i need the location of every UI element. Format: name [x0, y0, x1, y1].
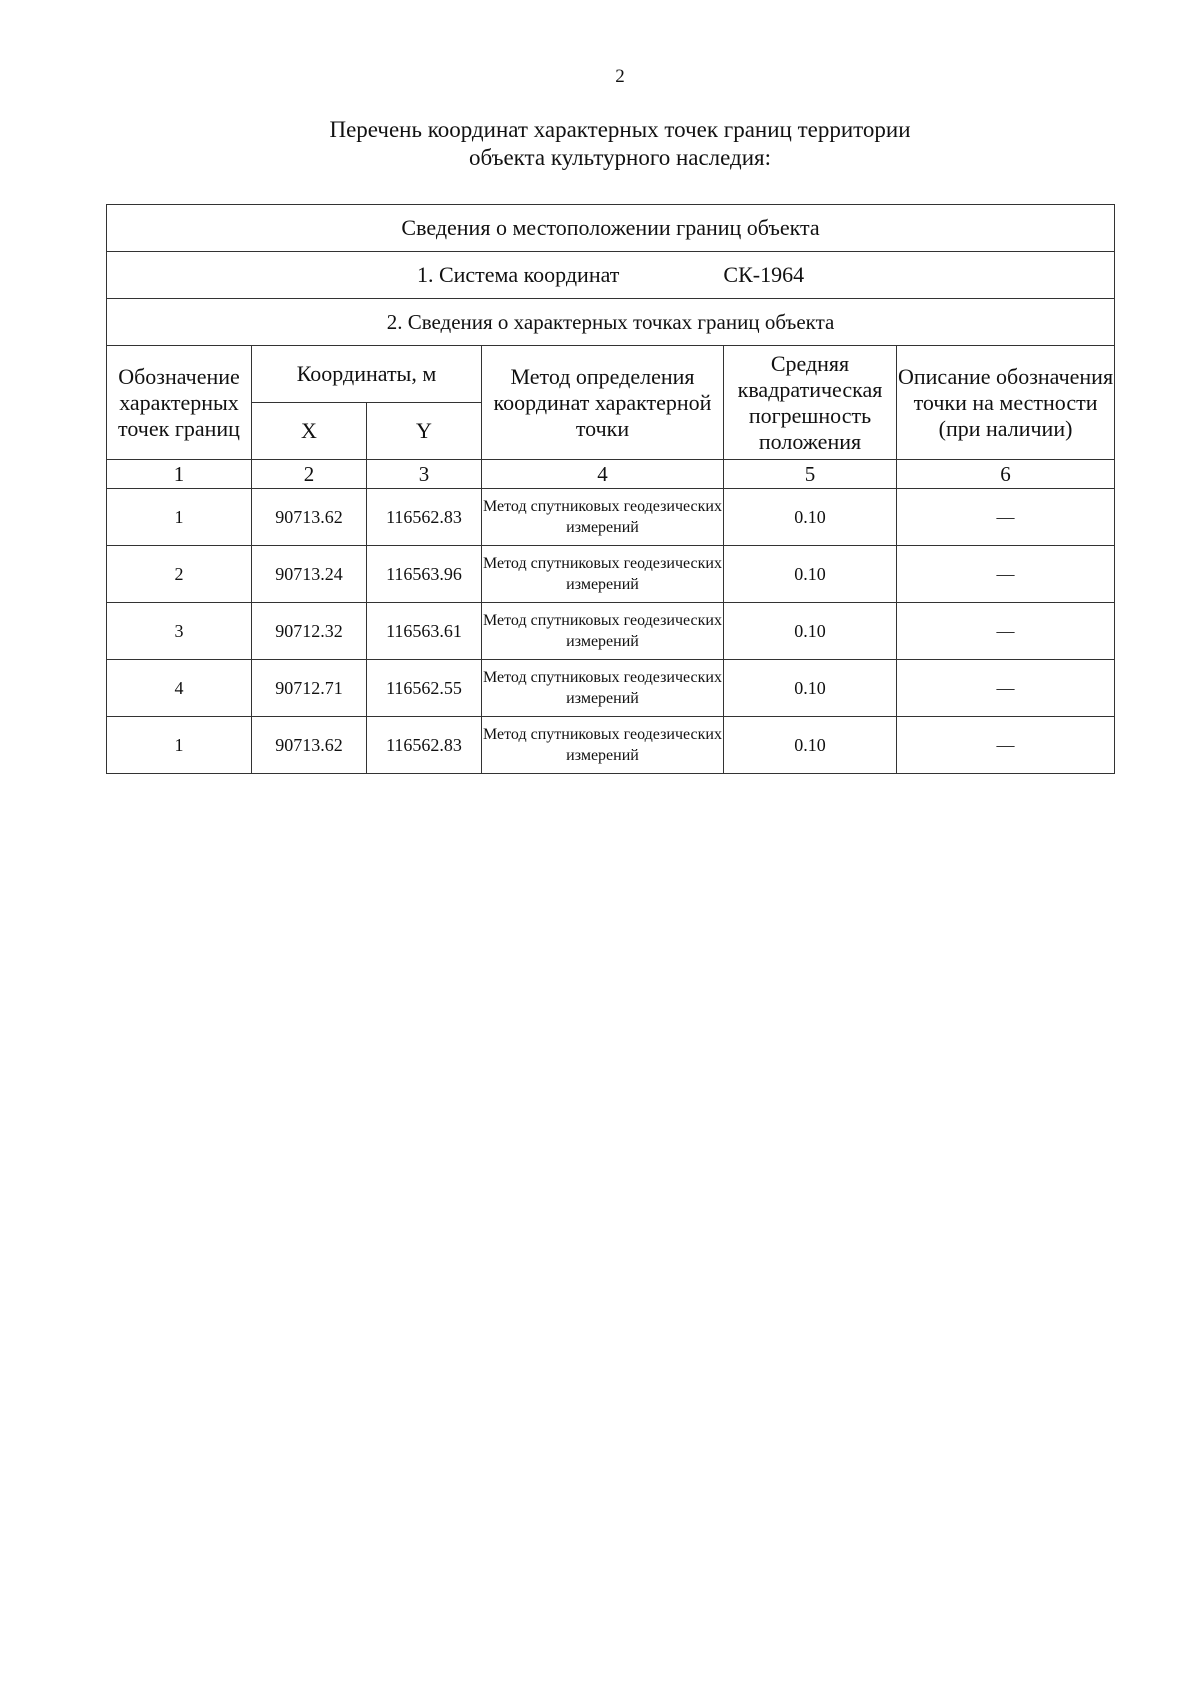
x-cell: 90712.32: [252, 603, 367, 660]
header-designation: Обозначение характерных точек границ: [107, 346, 252, 460]
error-cell: 0.10: [724, 717, 897, 774]
header-method: Метод определения координат характерной точки: [482, 346, 724, 460]
point-cell: 1: [107, 717, 252, 774]
y-cell: 116563.96: [367, 546, 482, 603]
column-number: 4: [482, 460, 724, 489]
method-cell: Метод спутниковых геодезических измерений: [482, 546, 724, 603]
description-cell: —: [897, 603, 1115, 660]
header-description: Описание обозначения точки на местности (при наличии): [897, 346, 1115, 460]
method-cell: Метод спутниковых геодезических измерений: [482, 603, 724, 660]
coordinate-system-row: [107, 252, 1115, 299]
error-cell: 0.10: [724, 546, 897, 603]
x-cell: 90712.71: [252, 660, 367, 717]
point-cell: 2: [107, 546, 252, 603]
y-cell: 116563.61: [367, 603, 482, 660]
header-coordinates: Координаты, м: [252, 346, 482, 403]
y-cell: 116562.55: [367, 660, 482, 717]
method-cell: Метод спутниковых геодезических измерений: [482, 660, 724, 717]
header-error: Средняя квадратическая погрешность положения: [724, 346, 897, 460]
column-number: 5: [724, 460, 897, 489]
description-cell: —: [897, 489, 1115, 546]
document-title: [0, 116, 1200, 172]
y-cell: 116562.83: [367, 717, 482, 774]
column-number: 3: [367, 460, 482, 489]
coordinates-table: [106, 204, 1115, 774]
points-section-label: 2. Сведения о характерных точках границ объекта: [107, 299, 1115, 346]
title-line-1: Перечень координат характерных точек границ территории: [329, 117, 911, 142]
point-cell: 1: [107, 489, 252, 546]
point-cell: 4: [107, 660, 252, 717]
table-row: [107, 717, 1115, 774]
column-number: 6: [897, 460, 1115, 489]
x-cell: 90713.24: [252, 546, 367, 603]
error-cell: 0.10: [724, 489, 897, 546]
table-row: [107, 489, 1115, 546]
page-number: 2: [615, 66, 625, 87]
column-number: 2: [252, 460, 367, 489]
method-cell: Метод спутниковых геодезических измерений: [482, 717, 724, 774]
x-cell: 90713.62: [252, 717, 367, 774]
point-cell: 3: [107, 603, 252, 660]
column-number: 1: [107, 460, 252, 489]
coordinate-system-label: 1. Система координат: [416, 262, 620, 287]
table-caption: Сведения о местоположении границ объекта: [107, 205, 1115, 252]
error-cell: 0.10: [724, 660, 897, 717]
title-line-2: объекта культурного наследия:: [468, 145, 772, 170]
description-cell: —: [897, 660, 1115, 717]
table-row: [107, 660, 1115, 717]
error-cell: 0.10: [724, 603, 897, 660]
table-row: [107, 546, 1115, 603]
method-cell: Метод спутниковых геодезических измерений: [482, 489, 724, 546]
description-cell: —: [897, 717, 1115, 774]
x-cell: 90713.62: [252, 489, 367, 546]
table-row: [107, 603, 1115, 660]
y-cell: 116562.83: [367, 489, 482, 546]
description-cell: —: [897, 546, 1115, 603]
header-y: Y: [367, 403, 482, 460]
header-x: X: [252, 403, 367, 460]
coordinate-system-value: СК-1964: [723, 262, 805, 287]
